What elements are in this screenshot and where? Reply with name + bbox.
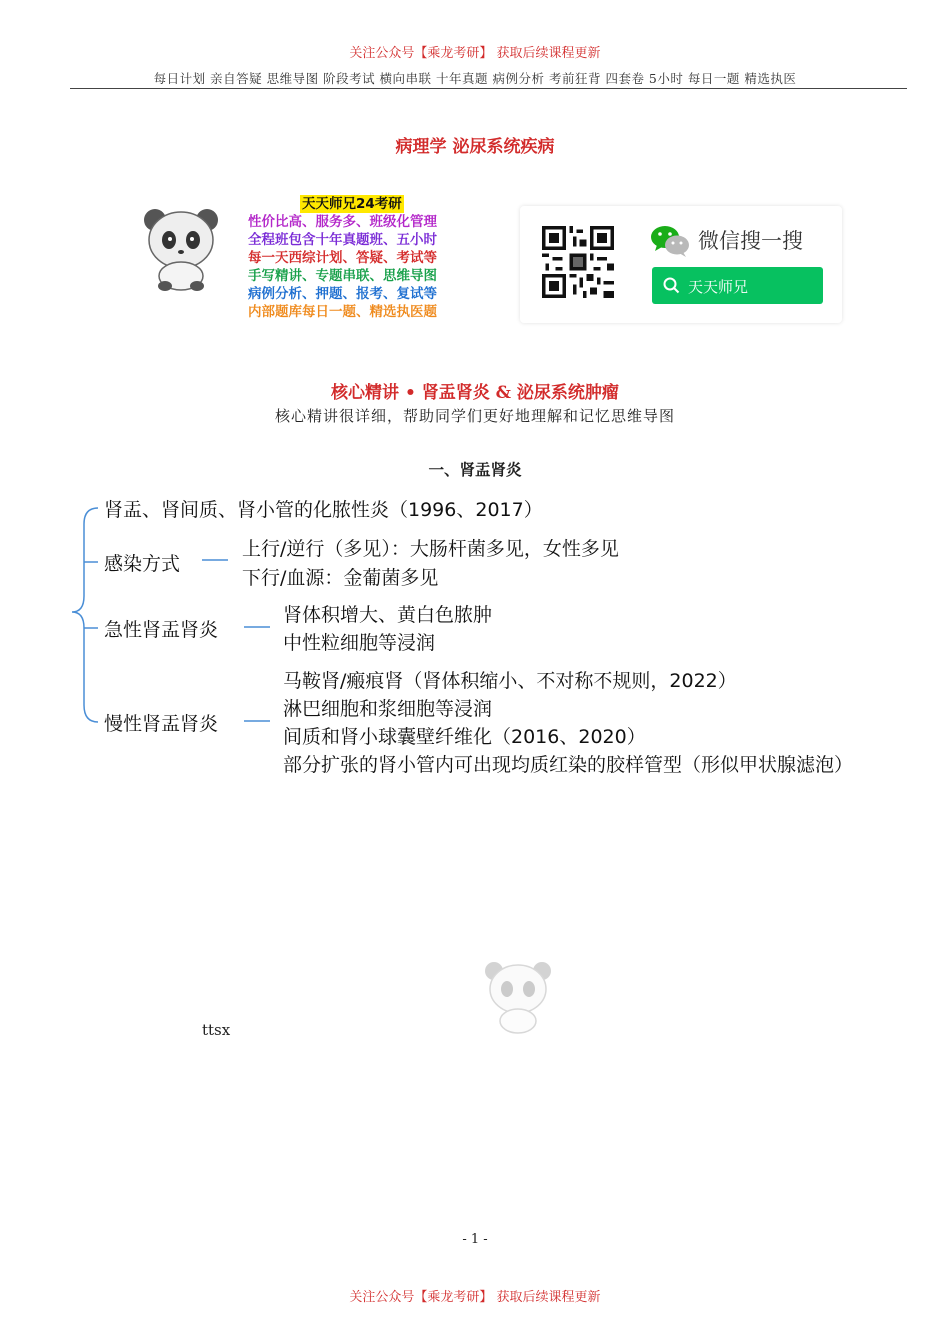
- mindmap-leaf: 肾体积增大、黄白色脓肿: [283, 604, 493, 626]
- mindmap-branch-acute: 急性肾盂肾炎: [104, 619, 219, 641]
- bottom-note: 关注公众号【乘龙考研】 获取后续课程更新: [349, 1290, 601, 1305]
- document-title: 病理学 泌尿系统疾病: [395, 137, 555, 157]
- promo-line: 全程班包含十年真题班、五小时: [248, 232, 437, 248]
- promo-line: 内部题库每日一题、精选执医题: [248, 304, 437, 320]
- mindmap-leaf: 部分扩张的肾小管内可出现均质红染的胶样管型（形似甲状腺滤泡）: [283, 754, 854, 776]
- section-subtitle: 核心精讲很详细，帮助同学们更好地理解和记忆思维导图: [274, 407, 675, 425]
- promo-line: 病例分析、押题、报考、复试等: [248, 286, 437, 302]
- top-note: 关注公众号【乘龙考研】 获取后续课程更新: [349, 46, 601, 61]
- mindmap-branch-chronic: 慢性肾盂肾炎: [104, 713, 219, 735]
- qr-code-icon: [542, 226, 614, 298]
- search-icon: [663, 277, 680, 294]
- stray-text: ttsx: [202, 1021, 231, 1039]
- mindmap-leaf: 淋巴细胞和浆细胞等浸润: [283, 698, 493, 720]
- promo-text-block: [248, 195, 437, 321]
- promo-title: 天天师兄24考研: [302, 196, 402, 212]
- wechat-search-card: [520, 206, 842, 323]
- wechat-search-label: 微信搜一搜: [698, 229, 803, 253]
- mindmap-branch-infection: 感染方式: [104, 553, 181, 575]
- chapter-title: 一、肾盂肾炎: [428, 461, 522, 479]
- mindmap-definition: 肾盂、肾间质、肾小管的化脓性炎（1996、2017）: [104, 499, 543, 521]
- mindmap-leaf: 间质和肾小球囊壁纤维化（2016、2020）: [283, 726, 646, 748]
- wechat-logo-icon: [650, 224, 690, 258]
- promo-line: 性价比高、服务多、班级化管理: [248, 214, 437, 230]
- service-bar: 每日计划 亲自答疑 思维导图 阶段考试 横向串联 十年真题 病例分析 考前狂背 四套卷 5小时 每日一题 精选执医: [153, 71, 797, 86]
- wechat-account-name: 天天师兄: [688, 278, 749, 296]
- mindmap-leaf: 马鞍肾/瘢痕肾（肾体积缩小、不对称不规则，2022）: [283, 670, 737, 692]
- mindmap-leaf: 下行/血源：金葡菌多见: [242, 567, 439, 589]
- mindmap-leaf: 中性粒细胞等浸润: [283, 632, 436, 654]
- section-title: 核心精讲 • 肾盂肾炎 & 泌尿系统肿瘤: [331, 383, 619, 403]
- wechat-search-button[interactable]: [652, 267, 823, 304]
- promo-line: 每一天西综计划、答疑、考试等: [248, 250, 437, 266]
- page-number: - 1 -: [462, 1232, 488, 1247]
- header-divider: [70, 88, 907, 89]
- panda-mascot-icon: [135, 200, 227, 292]
- panda-watermark-icon: [478, 955, 558, 1035]
- mindmap-leaf: 上行/逆行（多见）：大肠杆菌多见，女性多见: [242, 538, 619, 560]
- promo-line: 手写精讲、专题串联、思维导图: [248, 268, 437, 284]
